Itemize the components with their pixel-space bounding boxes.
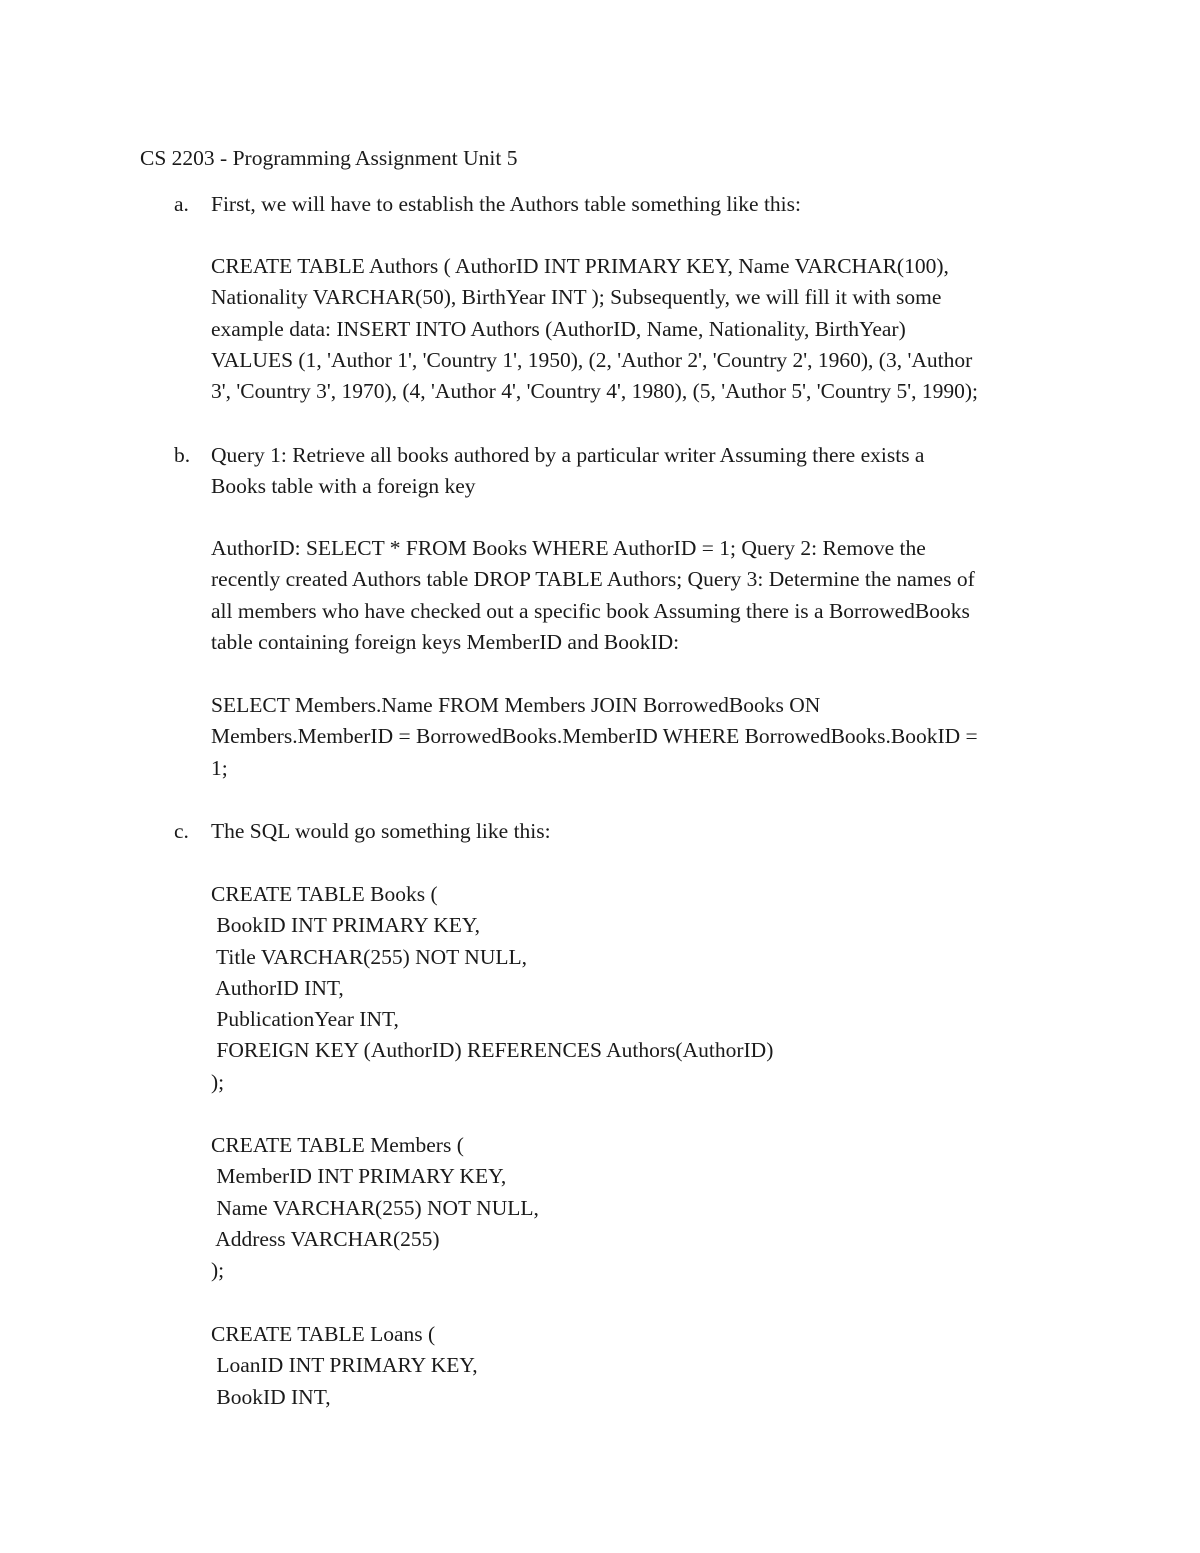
code-line: CREATE TABLE Books ( xyxy=(211,882,438,906)
item-a-paragraph xyxy=(211,251,1091,407)
text-line: recently created Authors table DROP TABLE Authors; Query 3: Determine the names of xyxy=(211,567,975,592)
code-block-members xyxy=(211,1130,1091,1286)
text-line: all members who have checked out a specific book Assuming there is a BorrowedBooks xyxy=(211,598,970,623)
code-line: BookID INT PRIMARY KEY, xyxy=(211,913,480,938)
item-a-heading-text: First, we will have to establish the Authors table something like this: xyxy=(211,192,801,216)
item-b-heading xyxy=(211,440,1091,503)
text-line: Query 1: Retrieve all books authored by a particular writer Assuming there exists a xyxy=(211,443,925,467)
text-line: example data: INSERT INTO Authors (AuthorID, Name, Nationality, BirthYear) xyxy=(211,316,906,341)
code-line: BookID INT, xyxy=(211,1384,331,1409)
text-line: Members.MemberID = BorrowedBooks.MemberID WHERE BorrowedBooks.BookID = xyxy=(211,724,978,749)
item-c-heading-text: The SQL would go something like this: xyxy=(211,819,551,843)
text-line: SELECT Members.Name FROM Members JOIN BorrowedBooks ON xyxy=(211,693,821,717)
code-line: CREATE TABLE Loans ( xyxy=(211,1322,436,1346)
text-line: 1; xyxy=(211,755,228,780)
text-line: Books table with a foreign key xyxy=(211,474,476,499)
text-line: CREATE TABLE Authors ( AuthorID INT PRIMARY KEY, Name VARCHAR(100), xyxy=(211,254,949,278)
document-title: CS 2203 - Programming Assignment Unit 5 xyxy=(140,146,518,170)
list-marker-c: c. xyxy=(174,819,189,843)
item-a-heading xyxy=(211,189,1091,220)
code-line: Title VARCHAR(255) NOT NULL, xyxy=(211,944,527,969)
code-line: Name VARCHAR(255) NOT NULL, xyxy=(211,1195,539,1220)
item-b-paragraph-2 xyxy=(211,690,1091,784)
code-block-loans xyxy=(211,1319,1091,1413)
text-line: table containing foreign keys MemberID and BookID: xyxy=(211,629,680,654)
text-line: VALUES (1, 'Author 1', 'Country 1', 1950), (2, 'Author 2', 'Country 2', 1960), (3, 'Author xyxy=(211,347,973,372)
code-line: Address VARCHAR(255) xyxy=(211,1226,440,1251)
code-line: MemberID INT PRIMARY KEY, xyxy=(211,1164,507,1189)
code-line: FOREIGN KEY (AuthorID) REFERENCES Authors(AuthorID) xyxy=(211,1038,774,1063)
code-line: CREATE TABLE Members ( xyxy=(211,1133,464,1157)
list-marker-b: b. xyxy=(174,443,191,467)
text-line: 3', 'Country 3', 1970), (4, 'Author 4', 'Country 4', 1980), (5, 'Author 5', 'Country 5', 1990); xyxy=(211,379,978,404)
text-line: Nationality VARCHAR(50), BirthYear INT ); Subsequently, we will fill it with some xyxy=(211,285,942,310)
code-line: ); xyxy=(211,1258,225,1283)
text-line: AuthorID: SELECT * FROM Books WHERE AuthorID = 1; Query 2: Remove the xyxy=(211,536,926,560)
code-line: AuthorID INT, xyxy=(211,975,344,1000)
code-block-books xyxy=(211,879,1091,1098)
item-b-paragraph-1 xyxy=(211,533,1091,658)
code-line: ); xyxy=(211,1069,225,1094)
item-c-heading xyxy=(211,816,1091,847)
list-marker-a: a. xyxy=(174,192,189,216)
code-line: PublicationYear INT, xyxy=(211,1007,399,1032)
code-line: LoanID INT PRIMARY KEY, xyxy=(211,1353,478,1378)
